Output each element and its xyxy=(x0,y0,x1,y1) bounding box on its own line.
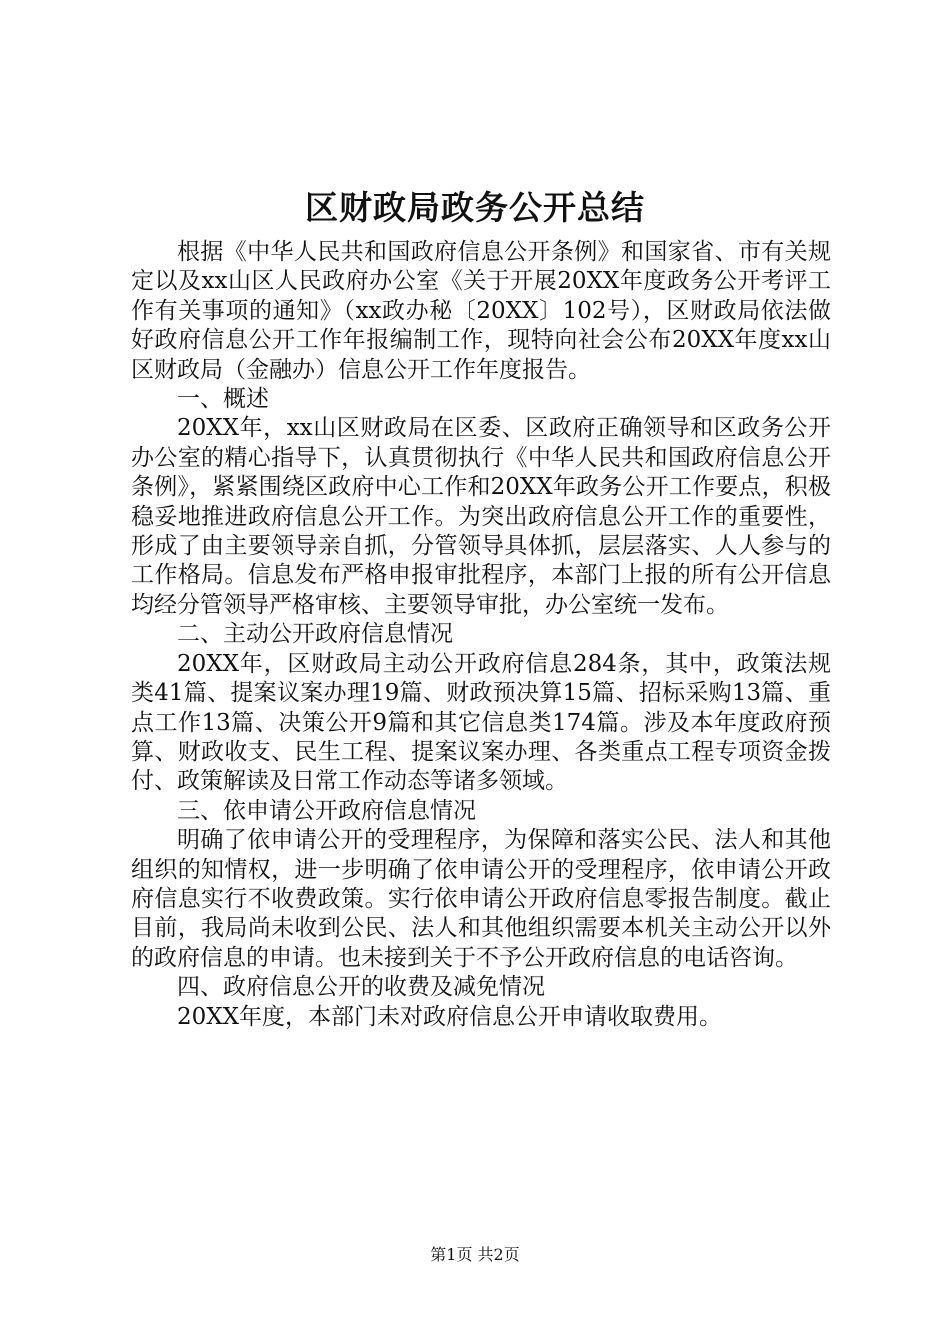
paragraph-request-disclosure: 明确了依申请公开的受理程序，为保障和落实公民、法人和其他组织的知情权，进一步明确了依申请公开的受理程序，依申请公开政府信息实行不收费政策。实行依申请公开政府信息零报告制度。截止目前，我局尚未收到公民、法人和其他组织需要本机关主动公开以外的政府信息的申请。也未接到关于不予公开政府信息的电话咨询。 xyxy=(131,827,831,971)
page-footer: 第1页 共2页 xyxy=(430,1245,520,1264)
section-heading-request-disclosure: 三、依申请公开政府信息情况 xyxy=(177,797,476,824)
paragraph-overview: 20XX年，xx山区财政局在区委、区政府正确领导和区政务公开办公室的精心指导下，认真贯彻执行《中华人民共和国政府信息公开条例》，紧紧围绕区政府中心工作和20XX年政务公开工作要点，积极稳妥地推进政府信息公开工作。为突出政府信息公开工作的重要性，形成了由主要领导亲自抓，分管领导具体抓，层层落实、人人参与的工作格局。信息发布严格申报审批程序，本部门上报的所有公开信息均经分管领导严格审核、主要领导审批，办公室统一发布。 xyxy=(131,415,831,618)
paragraph-intro: 根据《中华人民共和国政府信息公开条例》和国家省、市有关规定以及xx山区人民政府办公室《关于开展20XX年度政务公开考评工作有关事项的通知》（xx政办秘〔20XX〕102号），区财政局依法做好政府信息公开工作年报编制工作，现特向社会公布20XX年度xx山区财政局（金融办）信息公开工作年度报告。 xyxy=(131,239,831,383)
section-heading-overview: 一、概述 xyxy=(177,386,269,413)
section-heading-proactive-disclosure: 二、主动公开政府信息情况 xyxy=(177,621,453,648)
section-heading-fees: 四、政府信息公开的收费及减免情况 xyxy=(177,974,545,1001)
paragraph-proactive-disclosure: 20XX年，区财政局主动公开政府信息284条，其中，政策法规类41篇、提案议案办理19篇、财政预决算15篇、招标采购13篇、重点工作13篇、决策公开9篇和其它信息类174篇。涉及本年度政府预算、财政收支、民生工程、提案议案办理、各类重点工程专项资金拨付、政策解读及日常工作动态等诸多领域。 xyxy=(131,650,831,795)
document-body xyxy=(131,238,831,1032)
document-title: 区财政局政务公开总结 xyxy=(305,188,645,227)
paragraph-fees: 20XX年度，本部门未对政府信息公开申请收取费用。 xyxy=(177,1003,723,1030)
